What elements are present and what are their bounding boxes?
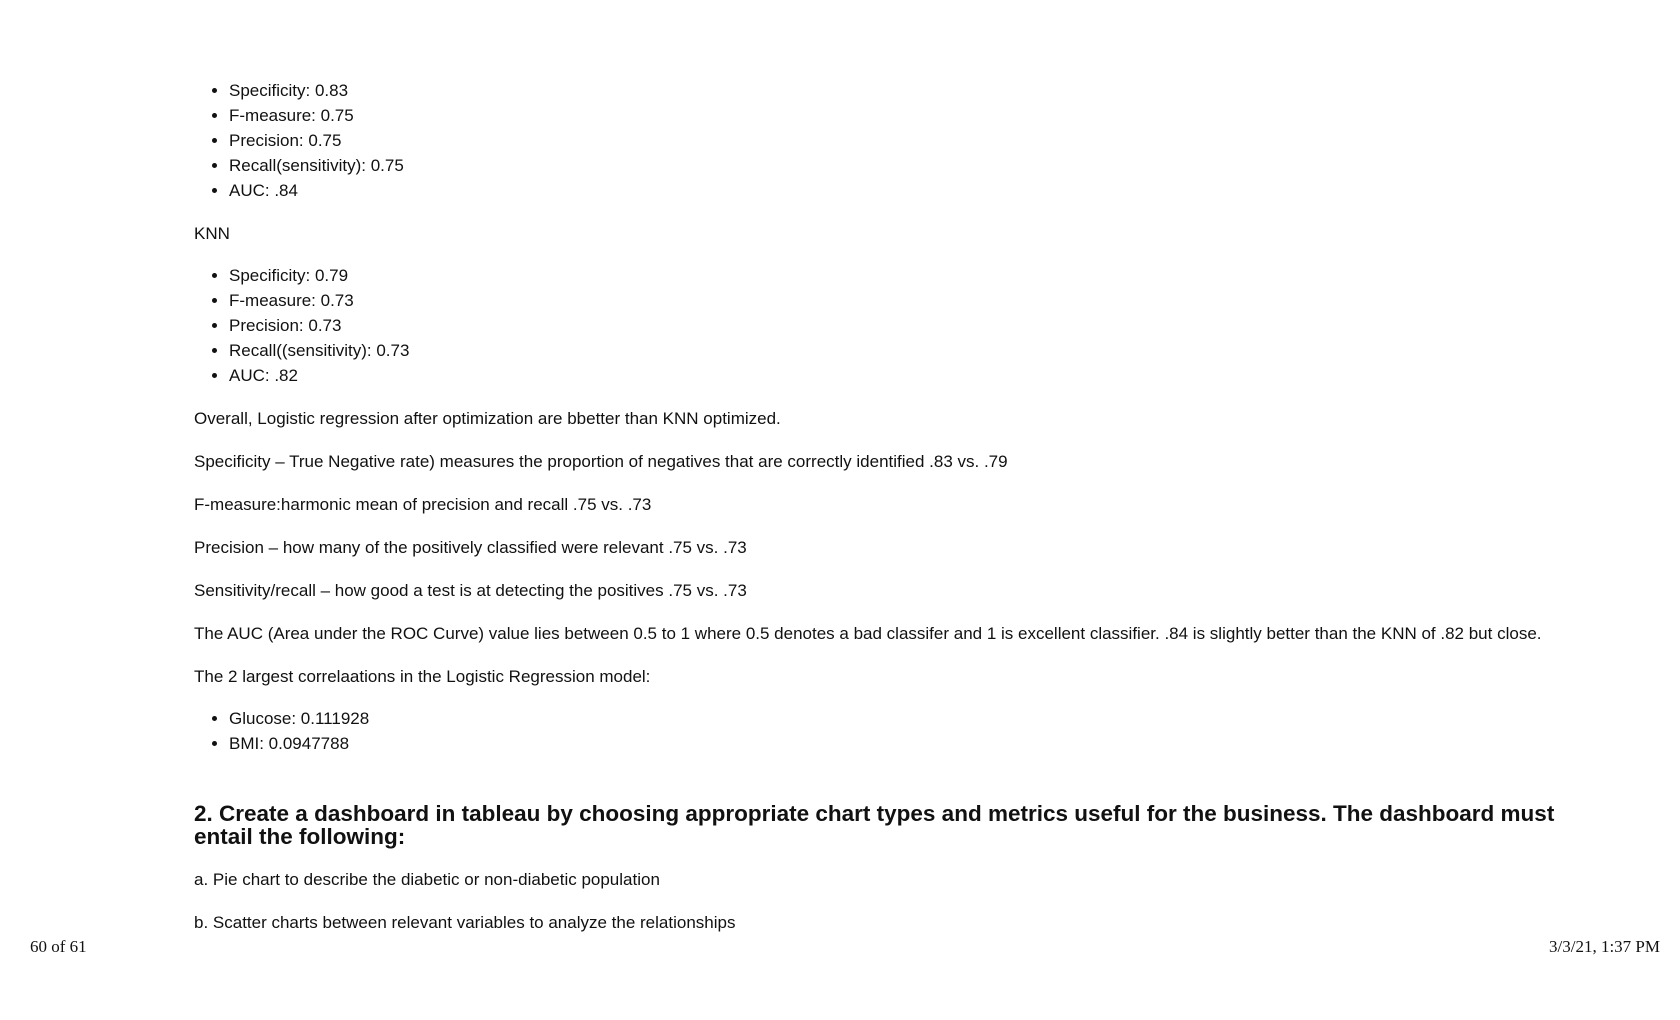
- f-measure-paragraph: F-measure:harmonic mean of precision and recall .75 vs. .73: [194, 495, 652, 514]
- knn-metrics-list: [194, 263, 1614, 388]
- auc-paragraph: The AUC (Area under the ROC Curve) value lies between 0.5 to 1 where 0.5 denotes a bad classifer and 1 is excellent classifier. .84 is slightly better than the KNN of .82 but close.: [194, 624, 1542, 643]
- list-item: • Recall((sensitivity): 0.73: [229, 338, 1614, 363]
- precision-paragraph: Precision – how many of the positively classified were relevant .75 vs. .73: [194, 538, 747, 557]
- list-item: • Precision: 0.75: [229, 128, 1614, 153]
- list-item: • Glucose: 0.111928: [229, 706, 1614, 731]
- correlations-list: [194, 706, 1614, 756]
- print-timestamp: 3/3/21, 1:37 PM: [1549, 937, 1660, 956]
- list-item: • Specificity: 0.79: [229, 263, 1614, 288]
- summary-paragraph: Overall, Logistic regression after optimization are bbetter than KNN optimized.: [194, 409, 781, 428]
- section-item: a. Pie chart to describe the diabetic or non-diabetic population: [194, 870, 660, 889]
- list-item: • AUC: .82: [229, 363, 1614, 388]
- page-number: 60 of 61: [30, 937, 87, 956]
- list-item: • BMI: 0.0947788: [229, 731, 1614, 756]
- list-item: • Precision: 0.73: [229, 313, 1614, 338]
- list-item: • Recall(sensitivity): 0.75: [229, 153, 1614, 178]
- knn-label: KNN: [194, 224, 230, 243]
- sensitivity-paragraph: Sensitivity/recall – how good a test is at detecting the positives .75 vs. .73: [194, 581, 747, 600]
- section-heading: 2. Create a dashboard in tableau by choosing appropriate chart types and metrics useful for the business. The dashboard must entail the following:: [194, 801, 1555, 849]
- correlations-intro: The 2 largest correlaations in the Logistic Regression model:: [194, 667, 651, 686]
- list-item: • F-measure: 0.75: [229, 103, 1614, 128]
- list-item: • Specificity: 0.83: [229, 78, 1614, 103]
- logistic-regression-metrics-list: [194, 78, 1614, 203]
- document-body: [194, 78, 1614, 935]
- section-item: b. Scatter charts between relevant variables to analyze the relationships: [194, 913, 736, 932]
- specificity-paragraph: Specificity – True Negative rate) measures the proportion of negatives that are correctly identified .83 vs. .79: [194, 452, 1008, 471]
- list-item: • AUC: .84: [229, 178, 1614, 203]
- list-item: • F-measure: 0.73: [229, 288, 1614, 313]
